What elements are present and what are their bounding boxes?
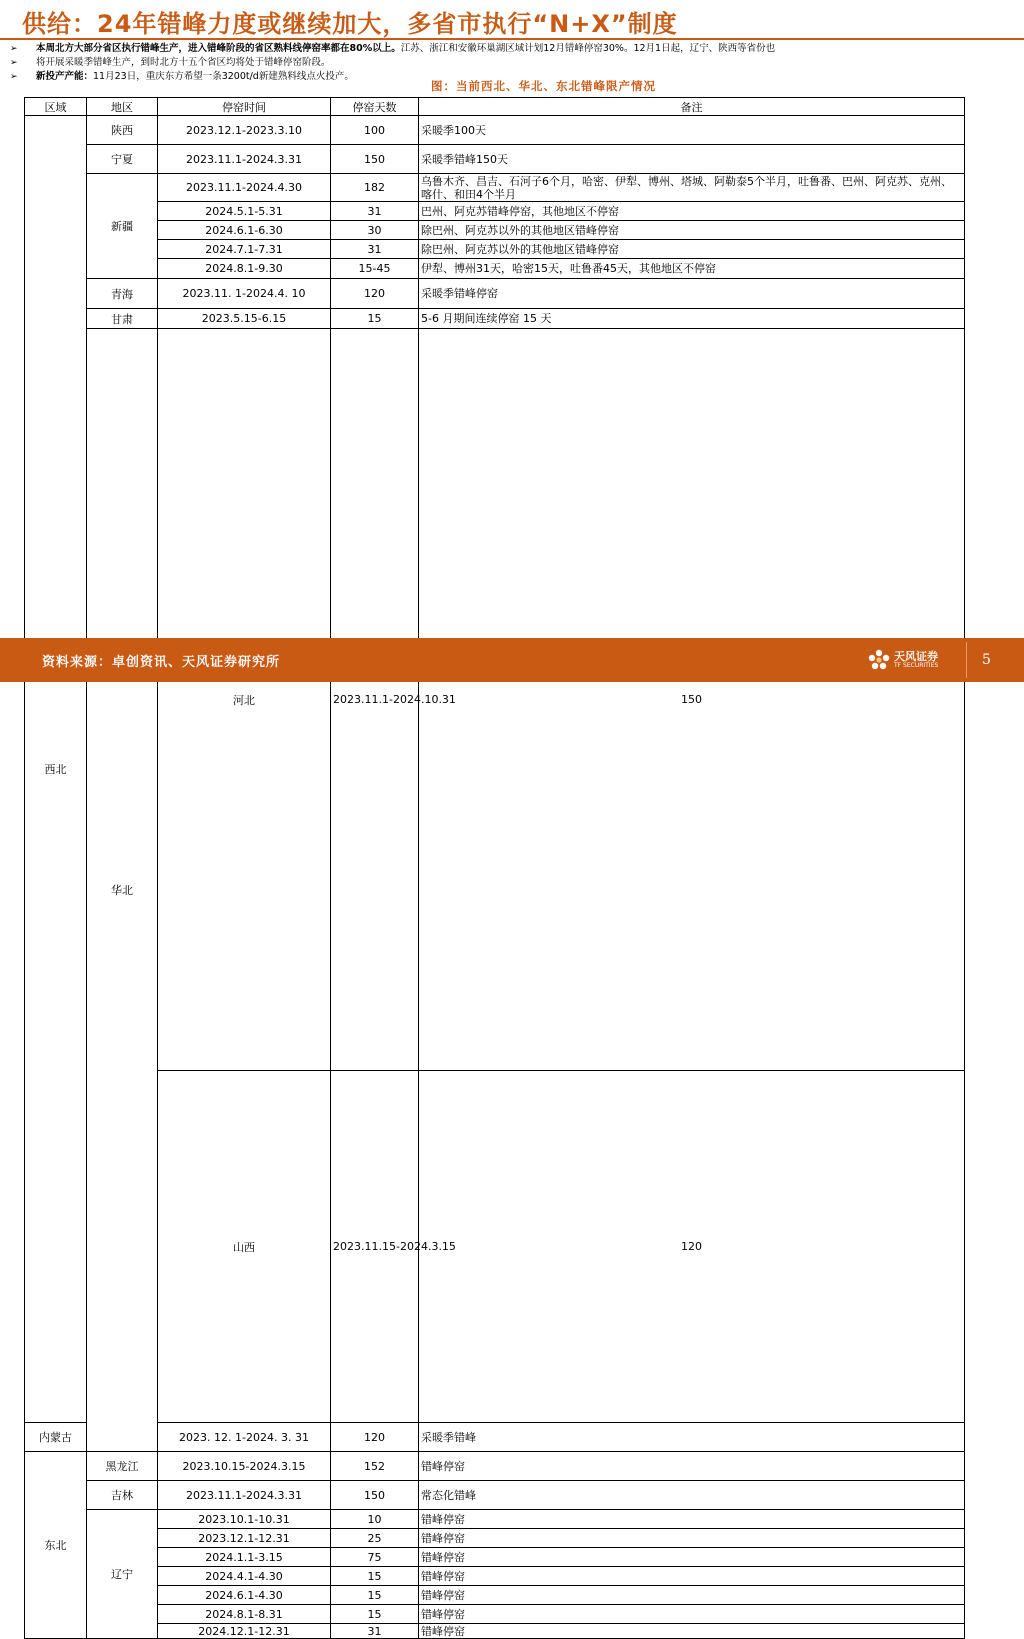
time-cell: 2024.1.1-3.15 xyxy=(158,1548,331,1567)
area-cell: 宁夏 xyxy=(87,145,158,174)
days-cell: 25 xyxy=(331,1529,419,1548)
area-cell: 吉林 xyxy=(87,1481,158,1510)
days-cell: 120 xyxy=(419,1071,965,1423)
time-cell: 2023.12.1-12.31 xyxy=(158,1529,331,1548)
header-days: 停窑天数 xyxy=(331,98,419,116)
days-cell: 152 xyxy=(331,1452,419,1481)
note-cell: 常态化错峰 xyxy=(419,1481,965,1510)
table-row xyxy=(25,1605,965,1624)
note-cell: 巴州、阿克苏错峰停窑，其他地区不停窑 xyxy=(419,202,965,221)
note-cell: 错峰停窑 xyxy=(419,1510,965,1529)
area-cell: 新疆 xyxy=(87,174,158,279)
days-cell: 100 xyxy=(331,116,419,145)
time-cell: 2024.4.1-4.30 xyxy=(158,1567,331,1586)
days-cell: 15 xyxy=(331,1567,419,1586)
time-cell: 2023.12.1-2023.3.10 xyxy=(158,116,331,145)
area-cell: 山西 xyxy=(158,1071,331,1423)
note-cell: 错峰停窑 xyxy=(419,1529,965,1548)
header-region: 区域 xyxy=(25,98,87,116)
note-cell: 采暖季错峰 xyxy=(419,1423,965,1452)
note-cell: 错峰停窑 xyxy=(419,1605,965,1624)
time-cell: 2024.8.1-9.30 xyxy=(158,259,331,279)
logo-subtext: TF SECURITIES xyxy=(894,662,939,669)
time-cell: 2024.7.1-7.31 xyxy=(158,240,331,259)
time-cell: 2024.12.1-12.31 xyxy=(158,1624,331,1639)
time-cell: 2024.6.1-4.30 xyxy=(158,1586,331,1605)
time-cell: 2023.5.15-6.15 xyxy=(158,309,331,329)
table-row xyxy=(25,174,965,202)
bullet-item xyxy=(10,56,1010,70)
days-cell: 15 xyxy=(331,309,419,329)
region-cell: 东北 xyxy=(25,1452,87,1639)
time-cell: 2023.11.15-2024.3.15 xyxy=(331,1071,419,1423)
header-area: 地区 xyxy=(87,98,158,116)
region-cell: 华北 xyxy=(87,329,158,1452)
table-row xyxy=(25,1510,965,1529)
logo-text: 天风证券 xyxy=(894,650,938,663)
note-cell: 采暖季100天 xyxy=(419,116,965,145)
time-cell: 2024.8.1-8.31 xyxy=(158,1605,331,1624)
table-header-row xyxy=(25,98,965,116)
time-cell: 2023.10.1-10.31 xyxy=(158,1510,331,1529)
note-cell: 除巴州、阿克苏以外的其他地区错峰停窑 xyxy=(419,240,965,259)
time-cell: 2023. 12. 1-2024. 3. 31 xyxy=(158,1423,331,1452)
area-cell: 河北 xyxy=(158,329,331,1071)
area-cell: 内蒙古 xyxy=(25,1423,87,1452)
table-row xyxy=(25,1452,965,1481)
days-cell: 182 xyxy=(331,174,419,202)
days-cell: 150 xyxy=(419,329,965,1071)
note-cell: 错峰停窑 xyxy=(419,1548,965,1567)
note-cell: 采暖季错峰停窑 xyxy=(419,279,965,309)
note-cell: 乌鲁木齐、昌吉、石河子6个月，哈密、伊犁、博州、塔城、阿勒泰5个半月，吐鲁番、巴州、阿克苏、克州、喀什、和田4个半月 xyxy=(419,174,965,202)
bullet-text: 将开展采暖季错峰生产，到时北方十五个省区均将处于错峰停窑阶段。 xyxy=(36,57,331,68)
footer-divider xyxy=(966,642,967,678)
region-cell: 西北 xyxy=(25,116,87,1423)
table-row xyxy=(25,221,965,240)
area-cell: 甘肃 xyxy=(87,309,158,329)
table-row xyxy=(25,1529,965,1548)
days-cell: 75 xyxy=(331,1548,419,1567)
arrow-bullet-icon: ➢ xyxy=(10,44,18,54)
table-row xyxy=(25,1586,965,1605)
bullet-text: 11月23日，重庆东方希望一条3200t/d新建熟料线点火投产。 xyxy=(93,71,354,82)
days-cell: 15-45 xyxy=(331,259,419,279)
days-cell: 31 xyxy=(331,240,419,259)
time-cell: 2023.11.1-2024.3.31 xyxy=(158,145,331,174)
table-row xyxy=(25,1624,965,1639)
note-cell: 错峰停窑 xyxy=(419,1624,965,1639)
area-cell: 陕西 xyxy=(87,116,158,145)
note-cell: 错峰停窑 xyxy=(419,1567,965,1586)
days-cell: 10 xyxy=(331,1510,419,1529)
days-cell: 15 xyxy=(331,1605,419,1624)
area-cell: 辽宁 xyxy=(87,1510,158,1639)
time-cell: 2023.11.1-2024.3.31 xyxy=(158,1481,331,1510)
note-cell: 错峰停窑 xyxy=(419,1586,965,1605)
days-cell: 150 xyxy=(331,145,419,174)
table-row xyxy=(25,309,965,329)
arrow-bullet-icon: ➢ xyxy=(10,58,18,68)
area-cell: 青海 xyxy=(87,279,158,309)
table-row xyxy=(25,279,965,309)
note-cell: 5-6 月期间连续停窑 15 天 xyxy=(419,309,965,329)
days-cell: 31 xyxy=(331,202,419,221)
bullet-bold: 本周北方大部分省区执行错峰生产，进入错峰阶段的省区熟料线停窑率都在80%以上。 xyxy=(36,43,401,54)
header-note: 备注 xyxy=(419,98,965,116)
table-row xyxy=(25,1567,965,1586)
days-cell: 31 xyxy=(331,1624,419,1639)
kiln-shutdown-table xyxy=(24,97,965,1639)
page-title: 供给：24年错峰力度或继续加大，多省市执行“N+X”制度 xyxy=(22,10,678,38)
days-cell: 150 xyxy=(331,1481,419,1510)
tf-securities-logo-icon xyxy=(866,647,892,673)
table-row xyxy=(25,202,965,221)
days-cell: 120 xyxy=(331,279,419,309)
table-caption: 图：当前西北、华北、东北错峰限产情况 xyxy=(431,79,656,93)
table-row xyxy=(25,259,965,279)
bullet-item xyxy=(10,42,1010,56)
note-cell: 采暖季错峰150天 xyxy=(419,145,965,174)
time-cell: 2023.11. 1-2024.4. 10 xyxy=(158,279,331,309)
table-row xyxy=(25,145,965,174)
table-row xyxy=(25,1548,965,1567)
table-row xyxy=(25,240,965,259)
time-cell: 2024.6.1-6.30 xyxy=(158,221,331,240)
time-cell: 2023.10.15-2024.3.15 xyxy=(158,1452,331,1481)
bullet-bold: 新投产产能： xyxy=(36,71,94,82)
table-row xyxy=(25,1423,965,1452)
days-cell: 120 xyxy=(331,1423,419,1452)
note-cell: 错峰停窑 xyxy=(419,1452,965,1481)
days-cell: 15 xyxy=(331,1586,419,1605)
time-cell: 2023.11.1-2024.10.31 xyxy=(331,329,419,1071)
bullet-text: 江苏、浙江和安徽环巢湖区域计划12月错峰停窑30%。12月1日起，辽宁、陕西等省份也 xyxy=(400,43,776,54)
time-cell: 2023.11.1-2024.4.30 xyxy=(158,174,331,202)
table-row xyxy=(25,1071,965,1423)
table-row xyxy=(25,329,965,1071)
note-cell: 伊犁、博州31天，哈密15天，吐鲁番45天，其他地区不停窑 xyxy=(419,259,965,279)
time-cell: 2024.5.1-5.31 xyxy=(158,202,331,221)
arrow-bullet-icon: ➢ xyxy=(10,72,18,82)
table-row xyxy=(25,116,965,145)
note-cell: 除巴州、阿克苏以外的其他地区错峰停窑 xyxy=(419,221,965,240)
source-note: 资料来源：卓创资讯、天风证券研究所 xyxy=(42,655,281,670)
area-cell: 黑龙江 xyxy=(87,1452,158,1481)
days-cell: 30 xyxy=(331,221,419,240)
title-divider xyxy=(0,38,1024,40)
header-time: 停窑时间 xyxy=(158,98,331,116)
table-row xyxy=(25,1481,965,1510)
page-number: 5 xyxy=(982,652,991,668)
